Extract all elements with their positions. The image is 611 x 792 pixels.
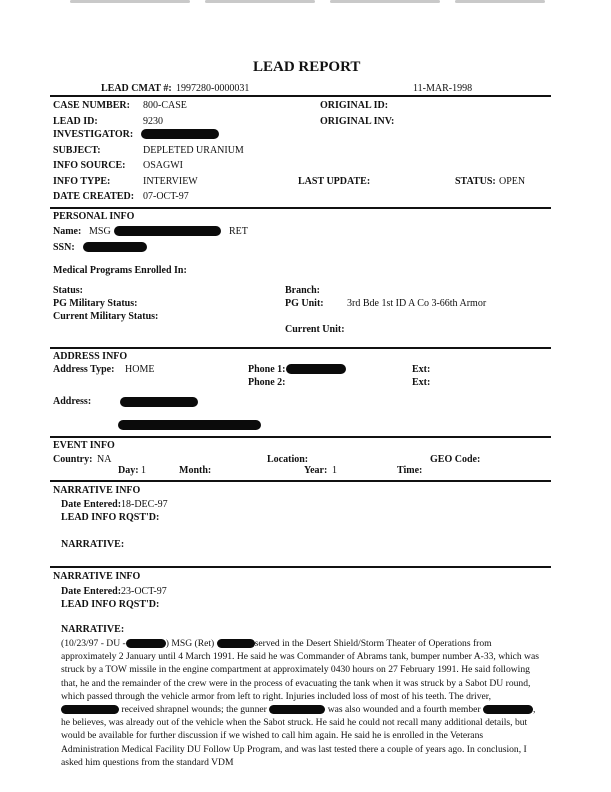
divider: [50, 566, 551, 568]
date-entered-label-1: Date Entered:: [61, 499, 122, 510]
narrative-info-heading-2: NARRATIVE INFO: [53, 571, 141, 582]
status-field-label: Status:: [53, 285, 84, 296]
personal-info-heading: PERSONAL INFO: [53, 211, 135, 222]
original-id-label: ORIGINAL ID:: [320, 100, 389, 111]
divider: [50, 347, 551, 349]
time-label: Time:: [397, 465, 423, 476]
narrative-info-heading-1: NARRATIVE INFO: [53, 485, 141, 496]
redaction-narrative: [217, 639, 255, 648]
date-created: 07-OCT-97: [143, 191, 189, 202]
date-created-label: DATE CREATED:: [53, 191, 135, 202]
redaction-ssn: [83, 242, 147, 252]
pg-unit-label: PG Unit:: [285, 298, 324, 309]
narrative-label-2: NARRATIVE:: [61, 624, 125, 635]
phone2-label: Phone 2:: [248, 377, 286, 388]
address-type-label: Address Type:: [53, 364, 115, 375]
redaction-address-line2: [118, 420, 261, 430]
page-title: LEAD REPORT: [253, 59, 361, 75]
redaction-address-line1: [120, 397, 198, 407]
divider: [50, 436, 551, 438]
current-military-status-label: Current Military Status:: [53, 311, 159, 322]
redaction-investigator: [141, 129, 219, 139]
subject-label: SUBJECT:: [53, 145, 101, 156]
redaction-narrative: [126, 639, 166, 648]
narrative-text: [61, 637, 539, 769]
status-label: STATUS:: [455, 176, 496, 187]
report-date: 11-MAR-1998: [413, 83, 473, 94]
narrative-text-part: served in the Desert Shield/Storm Theater of Operations from approximately 2 January until 4 March 1991. He said he was Commander of Abrams tank, bumper number A-33, which was struck by a TOW missile in the engine compartment at approximately 0430 hours on 27 February 1991. He said following that, he and the remainder of the crew were in the process of evacuating the tank when it was struck by a Sabot DU round, which passed through the vehicle armor from left to right. Injuries included loss of most of his teeth. The driver,: [61, 638, 539, 702]
location-label: Location:: [267, 454, 309, 465]
narrative-text-part: received shrapnel wounds; the gunner: [121, 704, 267, 716]
lead-info-rqstd-label-1: LEAD INFO RQST'D:: [61, 512, 160, 523]
year: 1: [332, 465, 337, 476]
name-suffix: RET: [229, 226, 248, 237]
lead-id-label: LEAD ID:: [53, 116, 98, 127]
medical-programs-label: Medical Programs Enrolled In:: [53, 265, 187, 276]
geo-code-label: GEO Code:: [430, 454, 481, 465]
country-label: Country:: [53, 454, 93, 465]
name-rank: MSG: [89, 226, 111, 237]
address-label: Address:: [53, 396, 92, 407]
case-number-label: CASE NUMBER:: [53, 100, 130, 111]
divider: [50, 207, 551, 209]
scan-artifact: [330, 0, 440, 3]
redaction-narrative: [269, 705, 325, 714]
redaction-narrative: [61, 705, 119, 714]
country: NA: [97, 454, 112, 465]
divider: [50, 95, 551, 97]
info-type-label: INFO TYPE:: [53, 176, 111, 187]
divider: [50, 480, 551, 482]
event-info-heading: EVENT INFO: [53, 440, 115, 451]
redaction-narrative: [483, 705, 533, 714]
ext2-label: Ext:: [412, 377, 431, 388]
year-label: Year:: [304, 465, 328, 476]
address-info-heading: ADDRESS INFO: [53, 351, 128, 362]
branch-label: Branch:: [285, 285, 320, 296]
day-label: Day:: [118, 465, 139, 476]
lead-cmat-label: LEAD CMAT #:: [101, 83, 172, 94]
info-type: INTERVIEW: [143, 176, 198, 187]
scan-artifact: [455, 0, 545, 3]
lead-id: 9230: [143, 116, 163, 127]
current-unit-label: Current Unit:: [285, 324, 345, 335]
original-inv-label: ORIGINAL INV:: [320, 116, 395, 127]
status-value: OPEN: [499, 176, 526, 187]
narrative-text-part: was also wounded and a fourth member: [327, 704, 481, 716]
info-source-label: INFO SOURCE:: [53, 160, 126, 171]
ext1-label: Ext:: [412, 364, 431, 375]
day: 1: [141, 465, 146, 476]
scan-artifact: [205, 0, 315, 3]
narrative-text-part: ) MSG (Ret): [165, 638, 215, 649]
narrative-text-part: , he believes, was already out of the vehicle when the Sabot struck. He said he could not recall many additional details, but would be available for further discussion if we wished to call him again. He said he is enrolled in the Veterans Administration Medical Facility DU Follow Up Program, and was last tested there a couple of years ago. In conclusion, I asked him questions from the standard VDM: [61, 704, 536, 768]
date-entered-label-2: Date Entered:: [61, 586, 122, 597]
lead-cmat-value: 1997280-0000031: [176, 83, 250, 94]
redaction-name: [114, 226, 221, 236]
redaction-phone1: [286, 364, 346, 374]
phone1-label: Phone 1:: [248, 364, 286, 375]
date-entered-2: 23-OCT-97: [121, 586, 167, 597]
name-label: Name:: [53, 226, 82, 237]
address-type: HOME: [125, 364, 155, 375]
narrative-text-part: (10/23/97 - DU -: [61, 638, 126, 649]
lead-info-rqstd-label-2: LEAD INFO RQST'D:: [61, 599, 160, 610]
scan-artifact: [70, 0, 190, 3]
subject: DEPLETED URANIUM: [143, 145, 244, 156]
case-number: 800-CASE: [143, 100, 187, 111]
investigator-label: INVESTIGATOR:: [53, 129, 134, 140]
pg-military-status-label: PG Military Status:: [53, 298, 138, 309]
month-label: Month:: [179, 465, 212, 476]
narrative-label-1: NARRATIVE:: [61, 539, 125, 550]
ssn-label: SSN:: [53, 242, 75, 253]
info-source: OSAGWI: [143, 160, 183, 171]
date-entered-1: 18-DEC-97: [121, 499, 168, 510]
last-update-label: LAST UPDATE:: [298, 176, 371, 187]
pg-unit: 3rd Bde 1st ID A Co 3-66th Armor: [347, 298, 487, 309]
